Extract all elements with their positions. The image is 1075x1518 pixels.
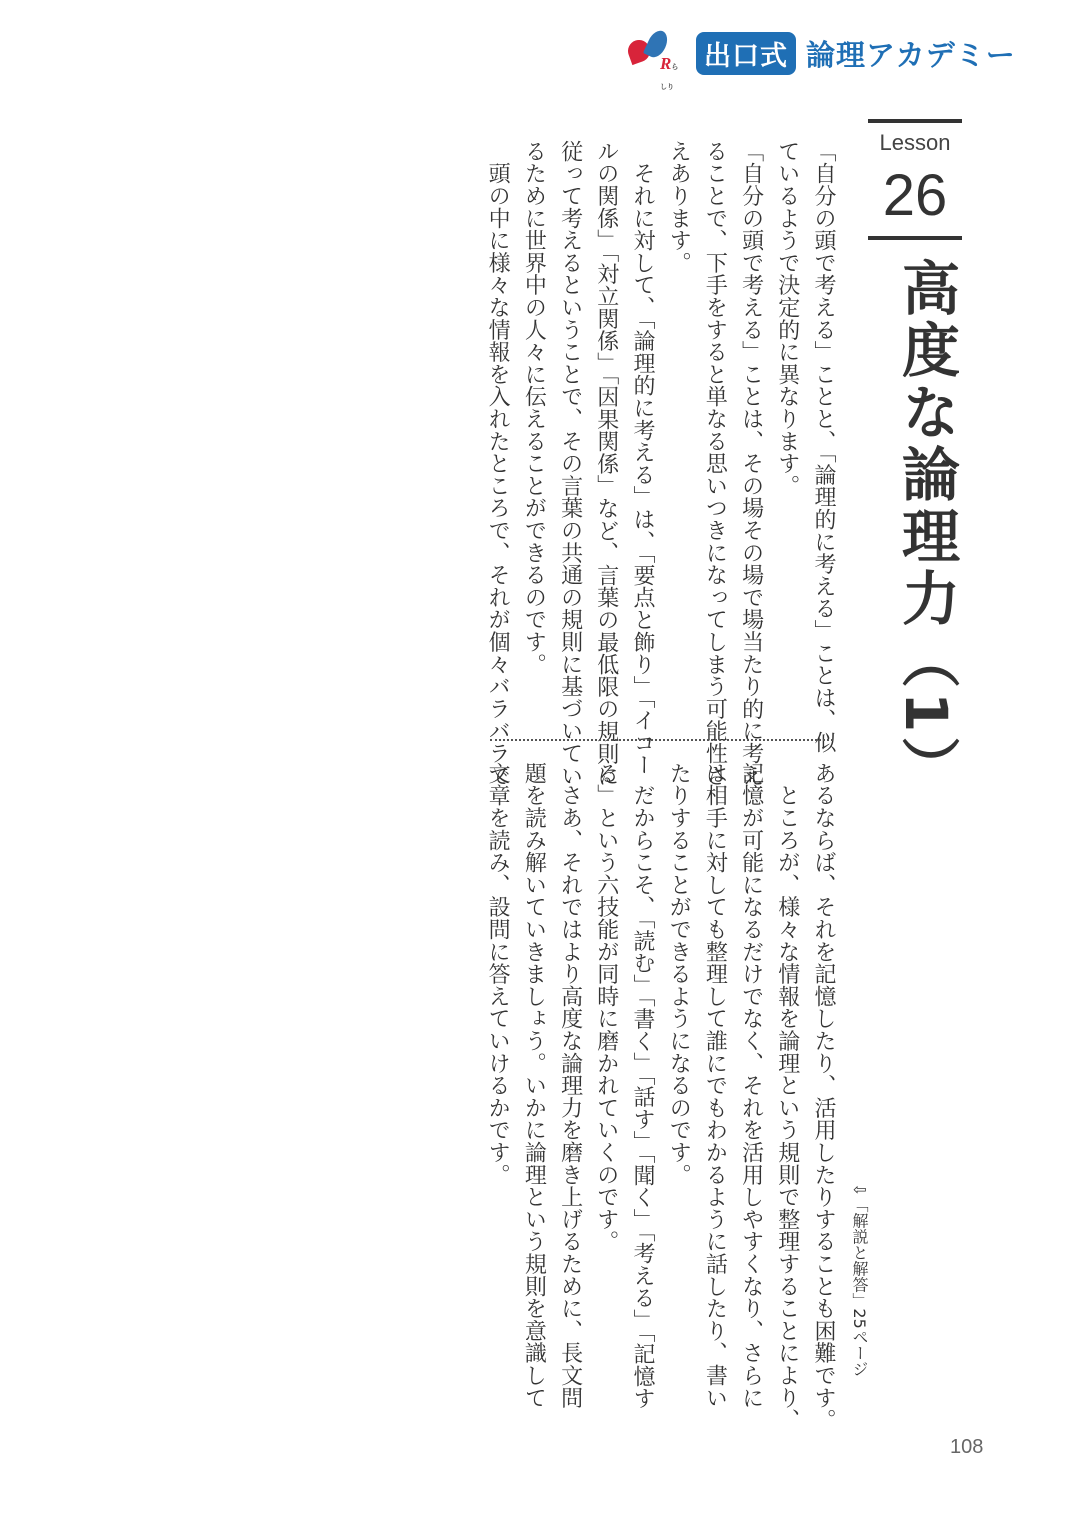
- dotted-divider: [490, 739, 833, 741]
- text-line: 「自分の頭で考える」ことは、その場その場で場当たり的に考え: [738, 140, 764, 787]
- text-line: あるならば、それを記憶したり、活用したりすることも困難です。: [811, 762, 836, 1431]
- text-line: 「自分の頭で考える」ことと、「論理的に考える」ことは、似: [811, 140, 836, 754]
- lesson-title: 高度な論理力（1）: [892, 258, 960, 799]
- text-line: ているようで決定的に異なります。: [774, 140, 800, 497]
- lesson-bottom-rule: [868, 236, 962, 240]
- lower-text-block: [479, 762, 841, 1431]
- page-number: 108: [950, 1436, 984, 1458]
- text-line: さあ、それではより高度な論理力を磨き上げるために、長文問: [557, 762, 583, 1409]
- text-line: 文章を読み、設問に答えていけるかです。: [485, 762, 511, 1186]
- text-line: ルの関係」「対立関係」「因果関係」など、言葉の最低限の規則に: [593, 140, 619, 787]
- answer-reference: ⇩「解説と解答」25ページ: [850, 1183, 869, 1377]
- text-line: たりすることができるようになるのです。: [666, 762, 692, 1186]
- text-line: 記憶が可能になるだけでなく、それを活用しやすくなり、さらに: [738, 762, 764, 1409]
- brand-name: 論理アカデミー: [806, 37, 1016, 72]
- text-line: えあります。: [666, 140, 692, 274]
- brand-logo: [622, 30, 1016, 91]
- brand-badge: 出口式: [696, 32, 796, 75]
- text-line: 従って考えるということで、その言葉の共通の規則に基づいてい: [557, 140, 583, 787]
- text-line: 題を読み解いていきましょう。いかに論理という規則を意識して: [521, 762, 547, 1409]
- lesson-top-rule: [868, 119, 962, 123]
- text-line: るために世界中の人々に伝えることができるのです。: [521, 140, 547, 676]
- text-line: ところが、様々な情報を論理という規則で整理することにより、: [774, 762, 800, 1431]
- lesson-label: Lesson: [879, 130, 951, 155]
- upper-text-block: [479, 140, 841, 787]
- text-line: は相手に対しても整理して誰にでもわかるように話したり、書い: [702, 762, 728, 1409]
- text-line: 頭の中に様々な情報を入れたところで、それが個々バラバラで: [485, 140, 511, 787]
- text-line: だからこそ、「読む」「書く」「話す」「聞く」「考える」「記憶す: [629, 762, 655, 1410]
- text-line: ることで、下手をすると単なる思いつきになってしまう可能性さ: [702, 140, 728, 787]
- text-line: それに対して、「論理的に考える」は、「要点と飾り」「イコー: [629, 140, 655, 776]
- leaf-logo-icon: Rらしり: [622, 30, 684, 76]
- lesson-number: 26: [882, 163, 948, 228]
- text-line: る」という六技能が同時に磨かれていくのです。: [593, 762, 619, 1253]
